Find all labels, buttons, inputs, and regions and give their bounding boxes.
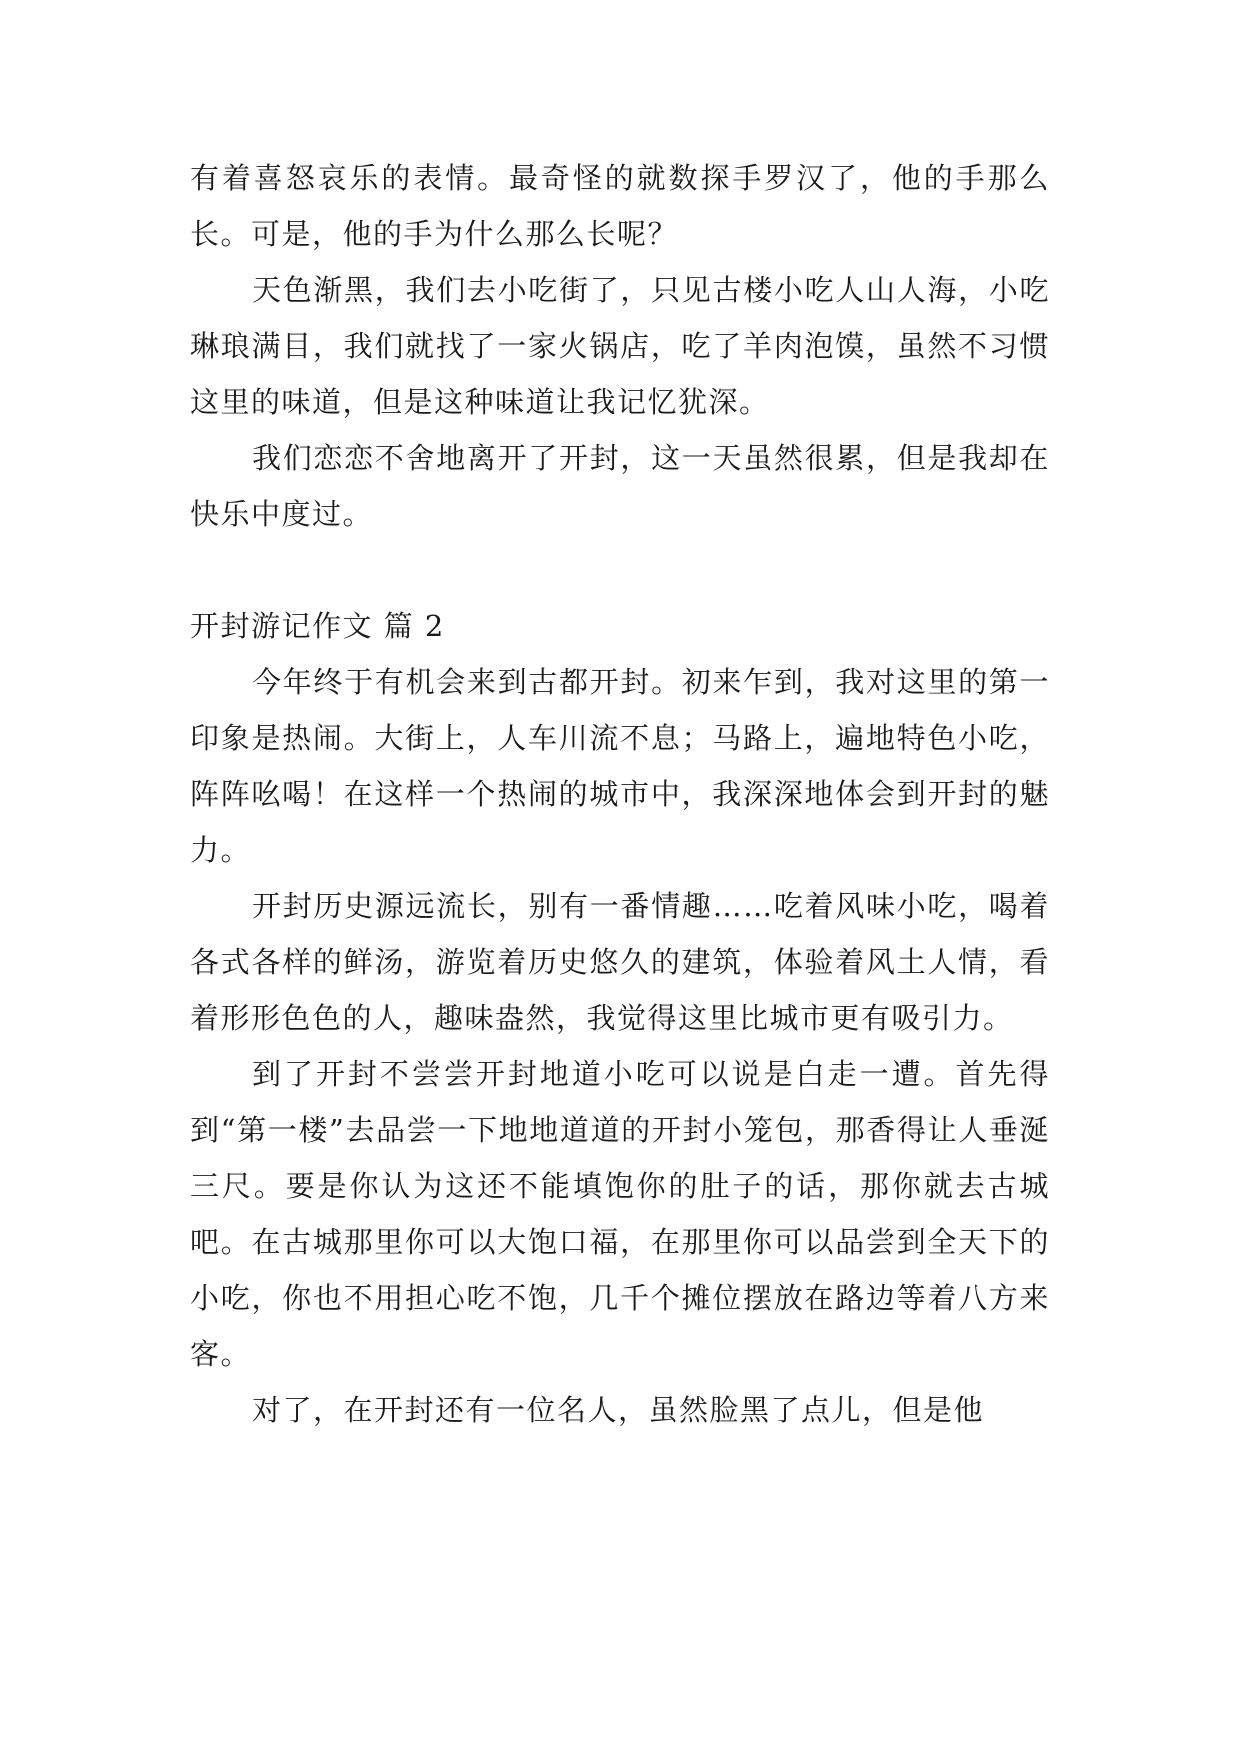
document-body bbox=[190, 150, 1050, 1438]
paragraph: 今年终于有机会来到古都开封。初来乍到，我对这里的第一印象是热闹。大街上，人车川流不息；马路上，遍地特色小吃，阵阵吆喝！在这样一个热闹的城市中，我深深地体会到开封的魅力。 bbox=[190, 665, 1050, 867]
continued-paragraph: 有着喜怒哀乐的表情。最奇怪的就数探手罗汉了，他的手那么长。可是，他的手为什么那么长呢？ bbox=[190, 161, 1050, 251]
paragraph: 我们恋恋不舍地离开了开封，这一天虽然很累，但是我却在快乐中度过。 bbox=[190, 441, 1050, 531]
paragraph: 对了，在开封还有一位名人，虽然脸黑了点儿，但是他 bbox=[252, 1393, 985, 1427]
paragraph: 开封历史源远流长，别有一番情趣……吃着风味小吃，喝着各式各样的鲜汤，游览着历史悠久的建筑，体验着风土人情，看着形形色色的人，趣味盎然，我觉得这里比城市更有吸引力。 bbox=[190, 889, 1050, 1035]
paragraph: 到了开封不尝尝开封地道小吃可以说是白走一遭。首先得到“第一楼”去品尝一下地地道道的开封小笼包，那香得让人垂涎三尺。要是你认为这还不能填饱你的肚子的话，那你就去古城吧。在古城那里你可以大饱口福，在那里你可以品尝到全天下的小吃，你也不用担心吃不饱，几千个摊位摆放在路边等着八方来客。 bbox=[190, 1057, 1050, 1371]
section-title: 开封游记作文 篇 2 bbox=[190, 609, 445, 643]
paragraph: 天色渐黑，我们去小吃街了，只见古楼小吃人山人海，小吃琳琅满目，我们就找了一家火锅店，吃了羊肉泡馍，虽然不习惯这里的味道，但是这种味道让我记忆犹深。 bbox=[190, 273, 1050, 419]
